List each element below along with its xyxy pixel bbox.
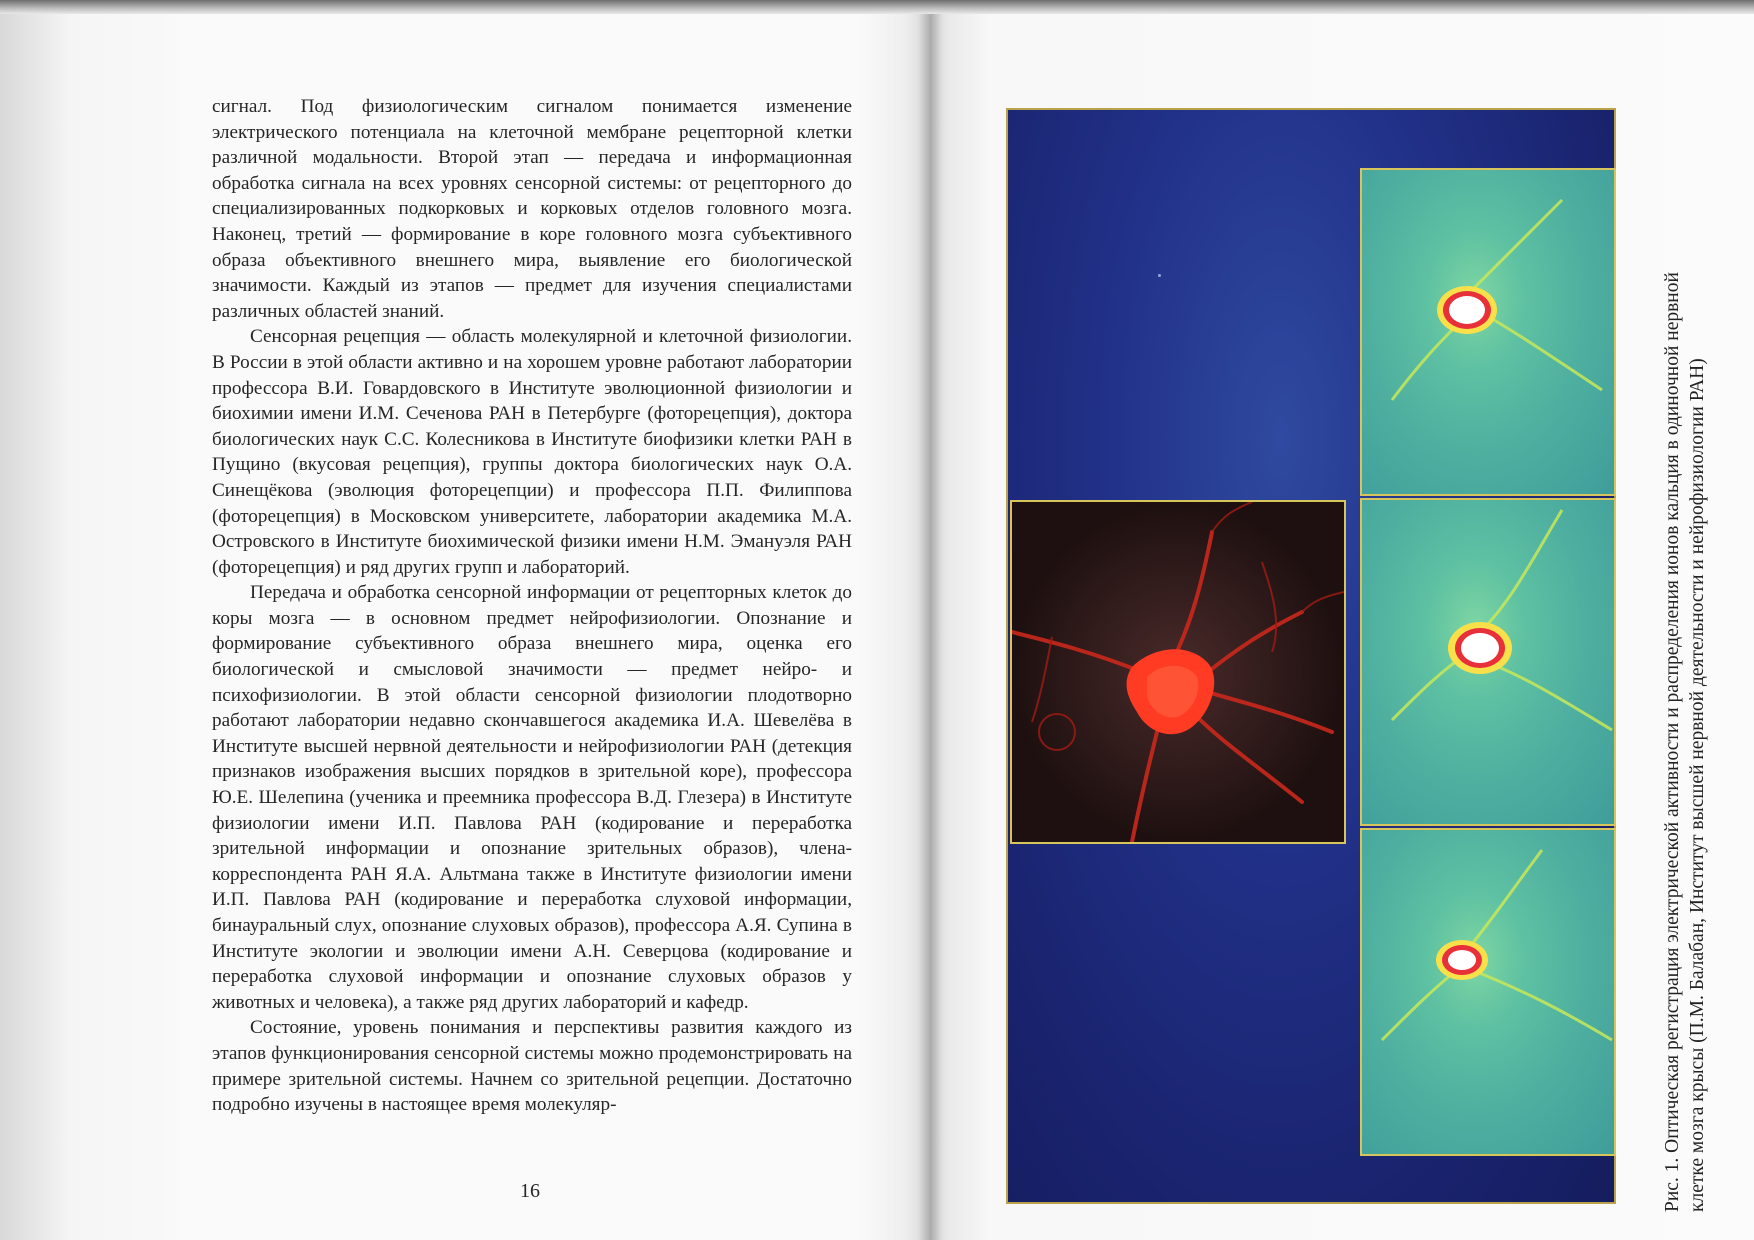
figure-speck [1158,274,1161,277]
calcium-image-3 [1360,828,1616,1156]
paragraph-4: Состояние, уровень понимания и перспективы развития каждого из этапов функционирования сенсорной системы можно продемонстрировать на примере зрительной системы. Начнем со зрительной рецепции. Достаточно подробно изучены в настоящее время молекуляр- [212,1017,852,1116]
paragraph-1: сигнал. Под физиологическим сигналом понимается изменение электрического потенциала на клеточной мембране рецепторной клетки различной модальности. Второй этап — передача и информационная обработка сигнала на всех уровнях сенсорной системы: от рецепторного до специализированных подкорковых и корковых отделов головного мозга. Наконец, третий — формирование в коре головного мозга субъективного образа объективного внешнего мира, выявление его биологической значимости. Каждый из этапов — предмет для изучения специалистами различных областей знаний. [212,96,852,322]
figure-1 [1006,108,1616,1204]
caption-line-2: клетке мозга крысы (П.М. Балабан, Институт высшей нервной деятельности и нейрофизиологии РАН) [1687,358,1708,1212]
calcium-image-2 [1360,498,1616,826]
caption-line-1: Рис. 1. Оптическая регистрация электрической активности и распределения ионов кальция в одиночной нервной [1662,272,1683,1212]
figure-caption [1660,272,1720,1212]
text-column [212,94,852,1118]
book-gutter [918,8,942,1240]
paragraph-2: Сенсорная рецепция — область молекулярной и клеточной физиологии. В России в этой области активно и на хорошем уровне работают лаборатории профессора В.И. Говардовского в Институте эволюционной физиологии и биохимии имени И.М. Сеченова РАН в Петербурге (фоторецепция), доктора биологических наук С.С. Колесникова в Институте биофизики клетки РАН в Пущино (вкусовая рецепция), группы доктора биологических наук О.А. Синещёкова (эволюция фоторецепции) и профессора П.П. Филиппова (фоторецепция) в Московском университете, лаборатории академика М.А. Островского в Институте биохимической физики имени Н.М. Эмануэля РАН (фоторецепция) и ряд других групп и лабораторий. [212,326,852,578]
paragraph-3: Передача и обработка сенсорной информации от рецепторных клеток до коры мозга — в основном предмет нейрофизиологии. Опознание и формирование субъективного образа внешнего мира, оценка его биологической и смысловой значимости — предмет нейро- и психофизиологии. В этой области сенсорной физиологии плодотворно работают лаборатории недавно скончавшегося академика И.А. Шевелёва в Институте высшей нервной деятельности и нейрофизиологии РАН (детекция признаков изображения высших порядков в зрительной коре), профессора Ю.Е. Шелепина (ученика и преемника профессора В.Д. Глезера) в Институте физиологии имени И.П. Павлова РАН (кодирование и переработка зрительной информации и опознание зрительных образов), члена-корреспондента РАН Я.А. Альтмана также в Институте физиологии имени И.П. Павлова РАН (кодирование и переработка слуховой информации, бинауральный слух, опознание слуховых образов), профессора А.Я. Супина в Институте экологии и эволюции имени А.Н. Северцова (кодирование и переработка слуховой информации и опознание слуховых образов у животных и человека), а также ряд других лабораторий и кафедр. [212,582,852,1013]
neuron-fluorescence-image [1010,500,1346,844]
scan-top-edge [0,0,1754,14]
calcium-image-1 [1360,168,1616,496]
page-number: 16 [520,1180,540,1202]
